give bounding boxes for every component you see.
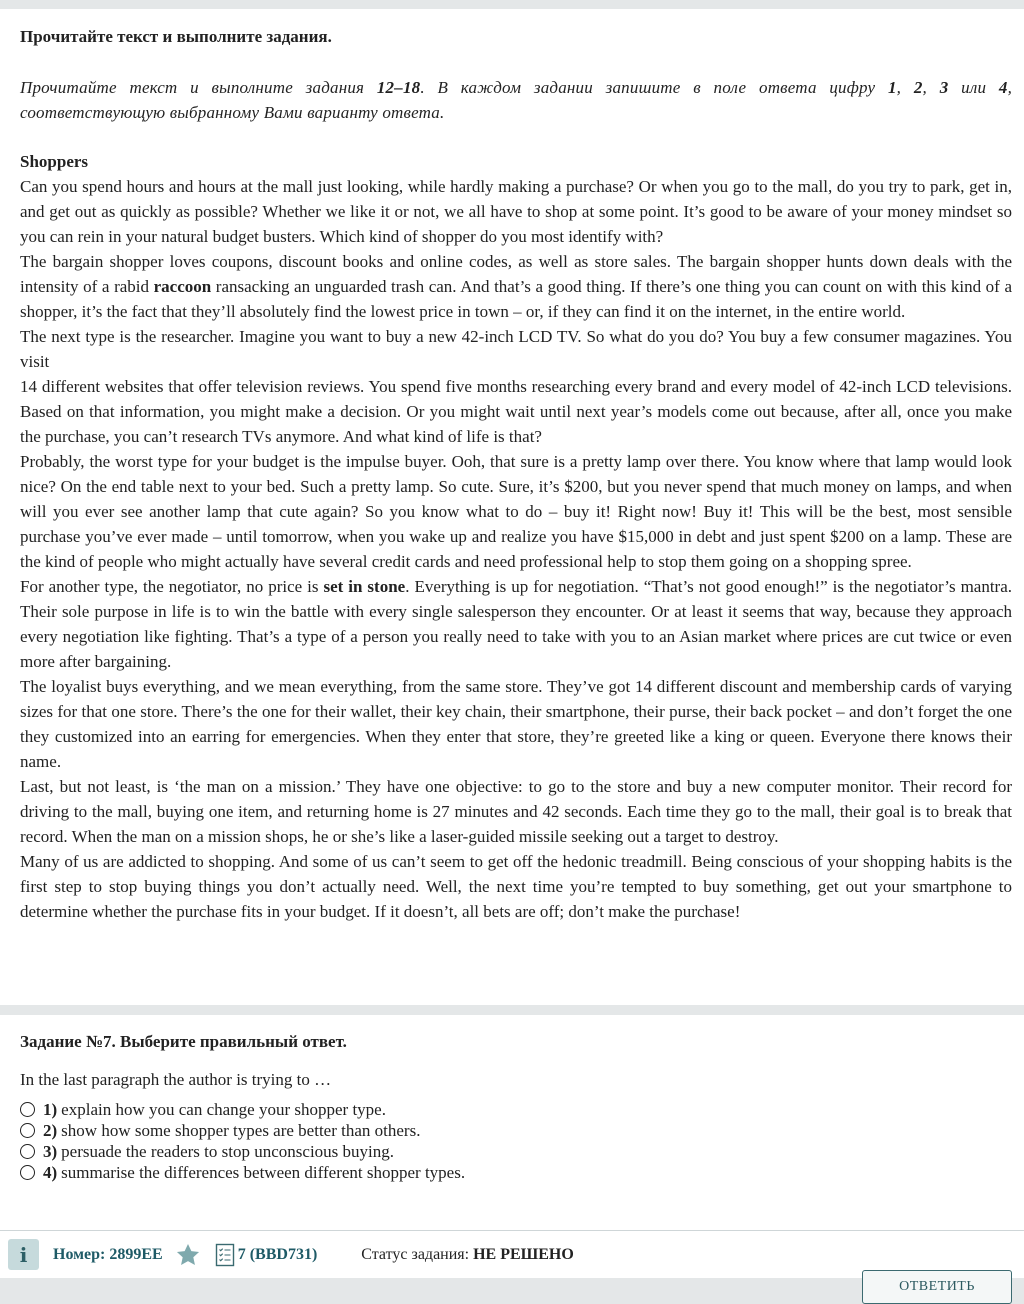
paragraph: For another type, the negotiator, no price is set in stone. Everything is up for negotiation. “That’s not good enough!” is the negotiator’s mantra. Their sole purpose in life is to win the battle with every single salesperson they encounter. Or at least it seems that way, because they approach every negotiation like fighting. That’s a type of a person you really need to take with you to an Asian market where prices are cut twice or even more after bargaining. [20, 577, 1013, 671]
answer-option-1[interactable]: 1) explain how you can change your shopper type. [20, 1099, 1012, 1120]
paragraph: Can you spend hours and hours at the mall just looking, while hardly making a purchase? Or when you go to the mall, do you try to park, get in, and get out as quickly as possible? Whether we like it or not, we all have to shop at some point. It’s good to be aware of your money mindset so you can rein in your natural budget busters. Which kind of shopper do you most identify with? [20, 177, 1012, 246]
answer-option-3[interactable]: 3) persuade the readers to stop unconscious buying. [20, 1141, 1012, 1162]
info-icon[interactable]: i [8, 1239, 39, 1270]
answer-button[interactable]: ОТВЕТИТЬ [862, 1270, 1012, 1304]
section-heading: Прочитайте текст и выполните задания. [20, 27, 332, 46]
task-question: In the last paragraph the author is trying to … [20, 1070, 332, 1089]
instructions: Прочитайте текст и выполните задания 12–18. В каждом задании запишите в поле ответа цифру 1, 2, 3 или 4, соответствующую выбранному Вами варианту ответа. [20, 78, 1013, 122]
radio-button[interactable] [20, 1102, 35, 1117]
paragraph: The bargain shopper loves coupons, discount books and online codes, as well as store sales. The bargain shopper hunts down deals with the intensity of a rabid raccoon ransacking an unguarded trash can. And that’s a good thing. If there’s one thing you can count on with this kind of a shopper, it’s the fact that they’ll absolutely find the lowest price in town – or, if they can find it on the internet, in the entire world. [20, 252, 1012, 321]
answer-options [20, 1099, 1012, 1183]
task-status: Статус задания: НЕ РЕШЕНО [361, 1245, 574, 1263]
reading-text [20, 149, 1012, 924]
answer-option-2[interactable]: 2) show how some shopper types are better than others. [20, 1120, 1012, 1141]
reading-card [0, 9, 1024, 1005]
status-value: НЕ РЕШЕНО [473, 1245, 574, 1263]
paragraph: Probably, the worst type for your budget is the impulse buyer. Ooh, that sure is a pretty lamp over there. You know where that lamp would look nice? On the end table next to your bed. Such a pretty lamp. So cute. Sure, it’s $200, but you never spend that much money on lamps, and when will you ever see another lamp that cute again? So you know what to do – buy it! Right now! Buy it! This will be the best, most sensible purchase you’ve ever made – until tomorrow, when you wake up and realize you have $15,000 in debt and just spent $200 on a lamp. These are the kind of people who might actually have several credit cards and need professional help to stop them going on a shopping spree. [20, 452, 1012, 571]
task-number: Номер: 2899EE [53, 1245, 163, 1263]
paragraph: The next type is the researcher. Imagine you want to buy a new 42-inch LCD TV. So what do you do? You buy a few consumer magazines. You visit [20, 327, 1012, 371]
paragraph: 14 different websites that offer television reviews. You spend five months researching every brand and every model of 42-inch LCD televisions. Based on that information, you might make a decision. Or you might wait until next year’s models come out because, after all, once you make the purchase, you can’t research TVs anymore. And what kind of life is that? [20, 377, 1012, 446]
radio-button[interactable] [20, 1165, 35, 1180]
paragraph: Many of us are addicted to shopping. And some of us can’t seem to get off the hedonic treadmill. Being conscious of your shopping habits is the first step to stop buying things you don’t actually need. Well, the next time you’re tempted to buy something, get out your smartphone to determine whether the purchase fits in your budget. If it doesn’t, all bets are off; don’t make the purchase! [20, 852, 1012, 921]
task-heading: Задание №7. Выберите правильный ответ. [20, 1032, 347, 1051]
answer-option-4[interactable]: 4) summarise the differences between different shopper types. [20, 1162, 1012, 1183]
radio-button[interactable] [20, 1123, 35, 1138]
paragraph: Last, but not least, is ‘the man on a mission.’ They have one objective: to go to the store and buy a new computer monitor. Their record for driving to the mall, buying one item, and returning home is 27 minutes and 42 seconds. Each time they go to the mall, their goal is to break that record. When the man on a mission shops, he or she’s like a laser-guided missile seeking out a target to destroy. [20, 777, 1012, 846]
task-doc-label: 7 (BBD731) [237, 1245, 318, 1263]
paragraph: The loyalist buys everything, and we mean everything, from the same store. They’ve got 14 different discount and membership cards of varying sizes for that one store. There’s the one for their wallet, their key chain, their smartphone, their purse, their back pocket – and don’t forget the one they customized into an earring for emergencies. When they enter that store, they’re greeted like a king or queen. Everyone there knows their name. [20, 677, 1012, 771]
radio-button[interactable] [20, 1144, 35, 1159]
star-icon[interactable] [175, 1242, 201, 1268]
reading-title: Shoppers [20, 152, 89, 171]
document-list-icon [215, 1243, 235, 1267]
task-doc-link[interactable] [215, 1243, 318, 1267]
